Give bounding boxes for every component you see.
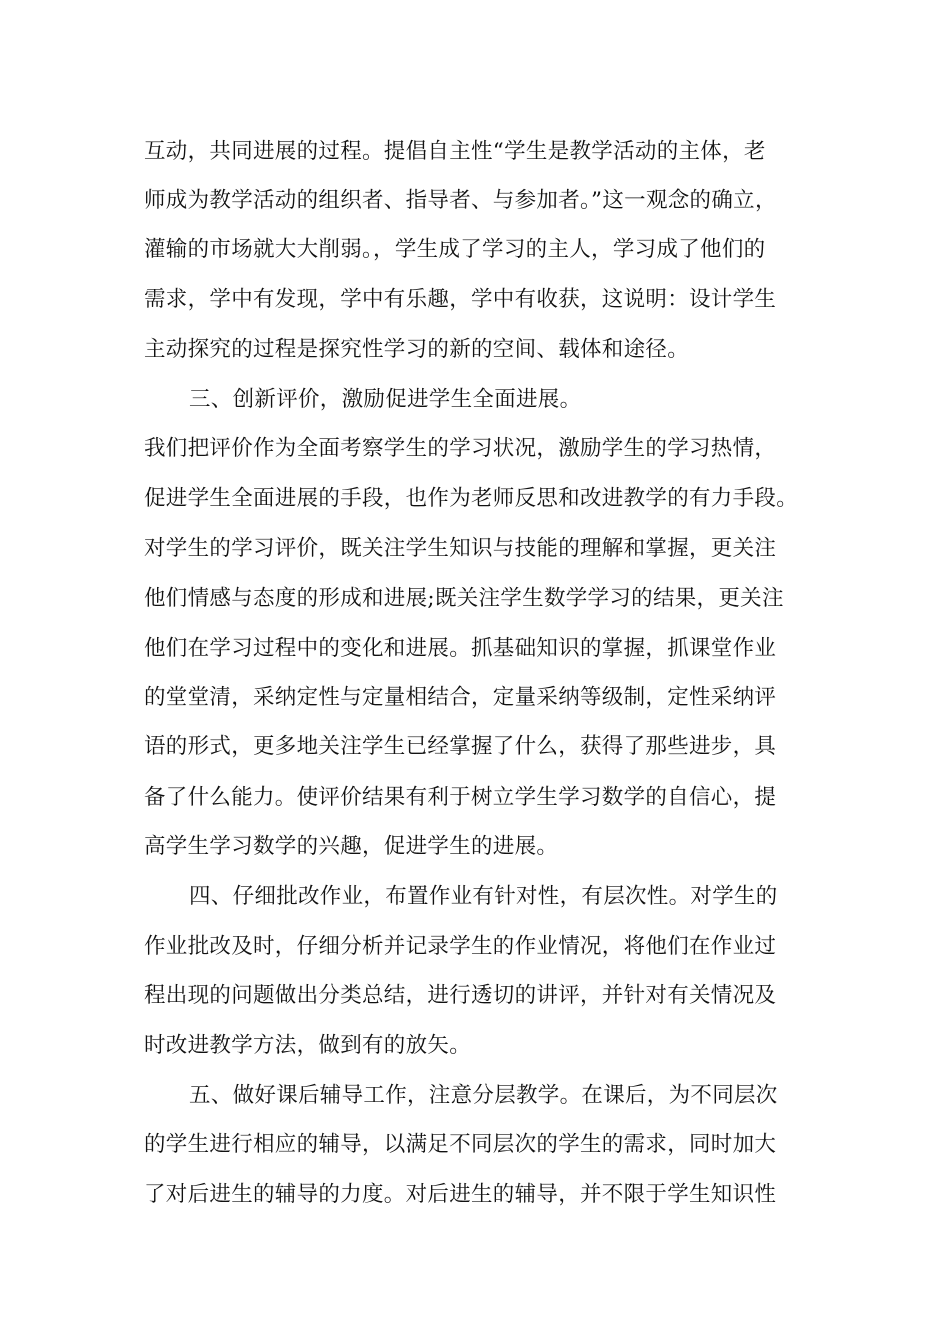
text-line: 促进学生全面进展的手段，也作为老师反思和改进教学的有力手段。 (144, 486, 799, 511)
text-line: 他们在学习过程中的变化和进展。抓基础知识的掌握，抓课堂作业 (144, 636, 777, 661)
text-line: 语的形式，更多地关注学生已经掌握了什么，获得了那些进步，具 (144, 734, 777, 759)
text-line: 的堂堂清，采纳定性与定量相结合，定量采纳等级制，定性采纳评 (144, 685, 777, 710)
text-line: 了对后进生的辅导的力度。对后进生的辅导，并不限于学生知识性 (144, 1182, 777, 1207)
text-line: 时改进教学方法，做到有的放矢。 (144, 1033, 472, 1058)
text-line: 我们把评价作为全面考察学生的学习状况，激励学生的学习热情， (144, 436, 777, 461)
text-line: 对学生的学习评价，既关注学生知识与技能的理解和掌握，更关注 (144, 536, 777, 561)
text-line: 高学生学习数学的兴趣，促进学生的进展。 (144, 834, 559, 859)
text-line: 他们情感与态度的形成和进展;既关注学生数学学习的结果，更关注 (144, 586, 784, 611)
text-line: 需求，学中有发现，学中有乐趣，学中有收获，这说明：设计学生 (144, 287, 777, 312)
section-heading: 三、创新评价，激励促进学生全面进展。 (189, 387, 582, 412)
section-heading: 四、仔细批改作业，布置作业有针对性，有层次性。对学生的 (189, 884, 778, 909)
text-line: 灌输的市场就大大削弱。，学生成了学习的主人，学习成了他们的 (144, 237, 766, 262)
text-line: 互动，共同进展的过程。提倡自主性“学生是教学活动的主体，老 (144, 139, 766, 164)
text-line: 主动探究的过程是探究性学习的新的空间、载体和途径。 (144, 337, 690, 362)
text-line: 师成为教学活动的组织者、指导者、与参加者。”这一观念的确立， (144, 188, 777, 213)
text-line: 的学生进行相应的辅导，以满足不同层次的学生的需求，同时加大 (144, 1132, 777, 1157)
text-line: 程出现的问题做出分类总结，进行透切的讲评，并针对有关情况及 (144, 983, 777, 1008)
text-line: 备了什么能力。使评价结果有利于树立学生学习数学的自信心，提 (144, 785, 777, 810)
section-heading: 五、做好课后辅导工作，注意分层教学。在课后，为不同层次 (189, 1083, 778, 1108)
text-line: 作业批改及时，仔细分析并记录学生的作业情况，将他们在作业过 (144, 934, 777, 959)
